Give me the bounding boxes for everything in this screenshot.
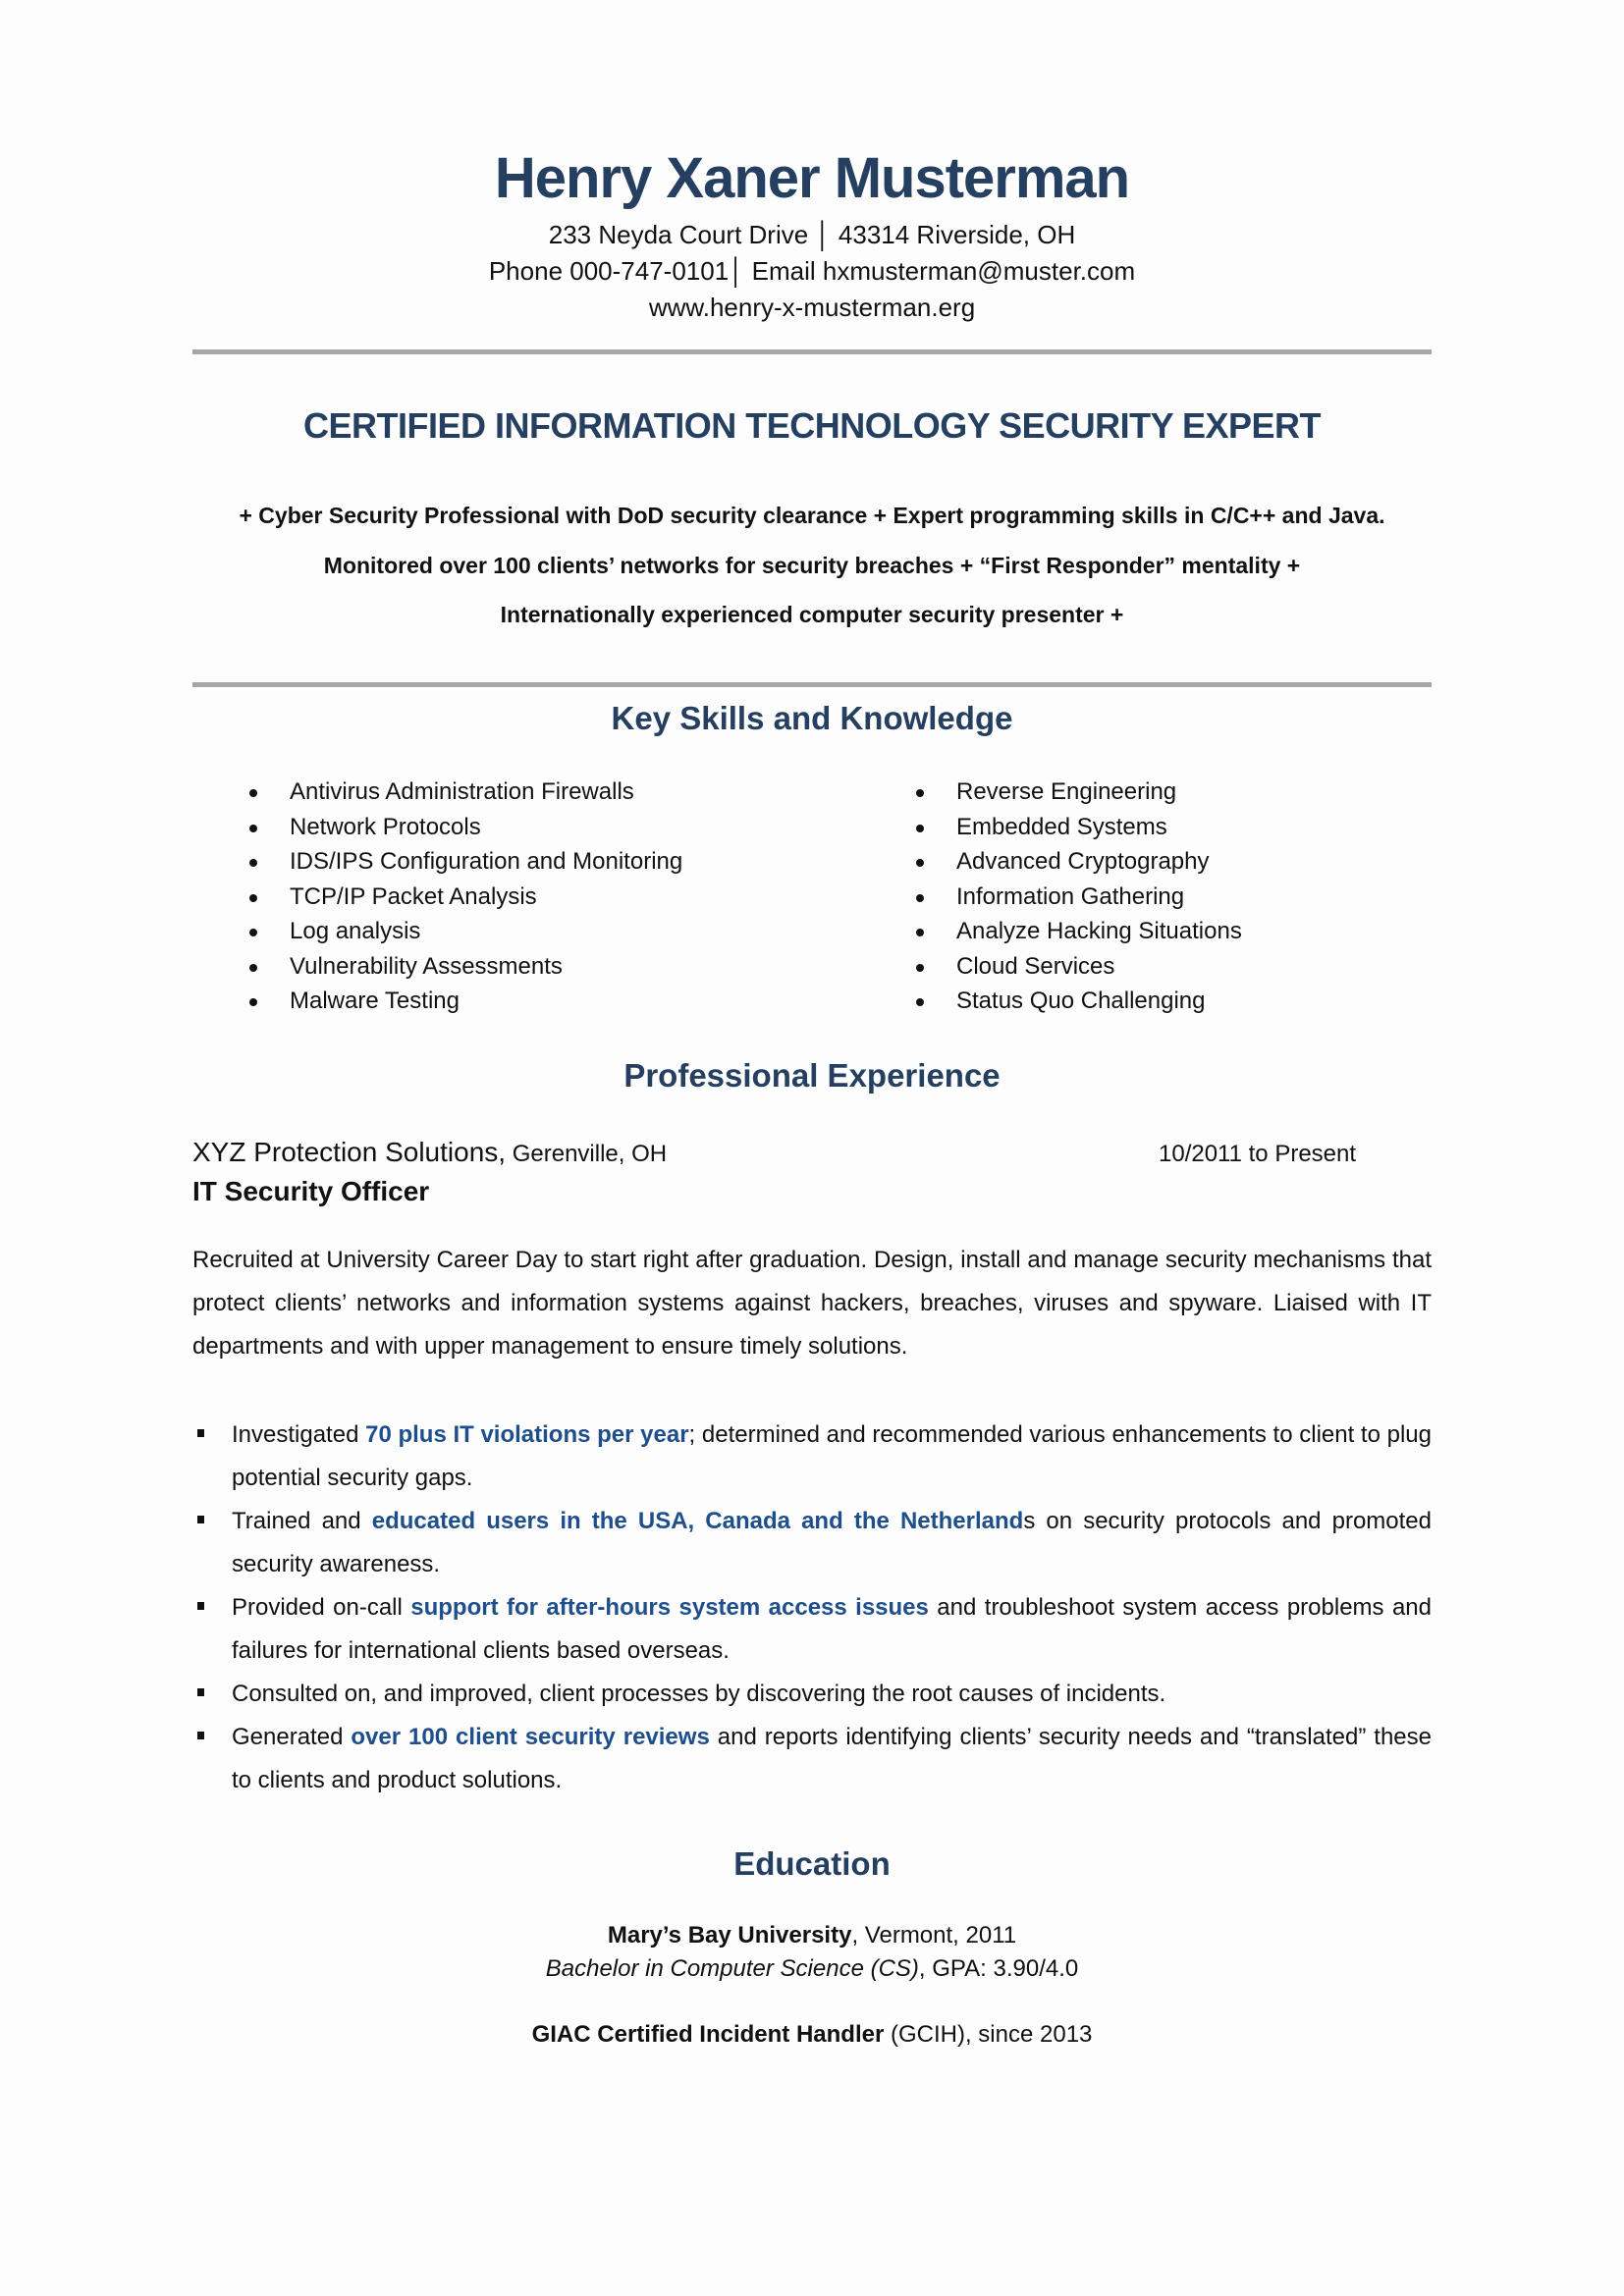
skills-heading: Key Skills and Knowledge xyxy=(611,700,1013,736)
degree-name: Bachelor in Computer Science (CS) xyxy=(545,1955,919,1982)
skills-list-left xyxy=(245,774,682,1019)
skill-item: Status Quo Challenging xyxy=(912,984,1242,1019)
cert-name: GIAC Certified Incident Handler xyxy=(531,2021,885,2048)
job-description: Recruited at University Career Day to start right after graduation. Design, install and manage security mechanisms that protect clients’ networks and information systems against hackers, breaches, viruses and spyware. Liaised with IT departments and with upper management to ensure timely solutions. xyxy=(192,1247,1432,1360)
school-name: Mary’s Bay University xyxy=(607,1922,852,1949)
phone-email: Phone 000-747-0101│ Email hxmusterman@muster.com xyxy=(488,256,1136,286)
skill-item: Malware Testing xyxy=(245,984,682,1019)
divider xyxy=(192,682,1432,687)
skill-item: IDS/IPS Configuration and Monitoring xyxy=(245,844,682,880)
candidate-name: Henry Xaner Musterman xyxy=(494,146,1130,210)
skill-item: Network Protocols xyxy=(245,810,682,845)
achievement-item: Investigated 70 plus IT violations per year; determined and recommended various enhancements to client to plug potential security gaps. xyxy=(192,1414,1432,1500)
education-degree xyxy=(0,1952,1624,1986)
summary-line-3: Internationally experienced computer security presenter + xyxy=(500,602,1124,627)
education-school: Mary’s Bay University, Vermont, 2011 xyxy=(607,1922,1017,1949)
achievement-item: Generated over 100 client security reviews and reports identifying clients’ security needs and “translated” these to clients and product solutions. xyxy=(192,1716,1432,1802)
company-line xyxy=(192,1133,667,1174)
certification: GIAC Certified Incident Handler (GCIH), since 2013 xyxy=(531,2021,1093,2048)
company-name: XYZ Protection Solutions, xyxy=(192,1137,507,1167)
skill-item: Reverse Engineering xyxy=(912,774,1242,810)
gpa: , GPA: 3.90/4.0 xyxy=(918,1955,1079,1982)
job-title: IT Security Officer xyxy=(192,1176,430,1206)
divider xyxy=(192,349,1432,354)
summary-line-2: Monitored over 100 clients’ networks for security breaches + “First Responder” mentality + xyxy=(323,553,1301,578)
job-dates: 10/2011 to Present xyxy=(1159,1141,1357,1167)
headline: CERTIFIED INFORMATION TECHNOLOGY SECURITY EXPERT xyxy=(302,405,1322,446)
skill-item: Cloud Services xyxy=(912,949,1242,985)
skill-item: Antivirus Administration Firewalls xyxy=(245,774,682,810)
skill-item: Analyze Hacking Situations xyxy=(912,914,1242,949)
skill-item: Advanced Cryptography xyxy=(912,844,1242,880)
address: 233 Neyda Court Drive │ 43314 Riverside, OH xyxy=(548,220,1076,249)
achievement-item: Provided on-call support for after-hours system access issues and troubleshoot system access problems and failures for international clients based overseas. xyxy=(192,1586,1432,1673)
achievements-list xyxy=(192,1414,1432,1802)
skill-item: Information Gathering xyxy=(912,880,1242,915)
website: www.henry-x-musterman.erg xyxy=(648,293,976,322)
skill-item: Vulnerability Assessments xyxy=(245,949,682,985)
skills-list-right xyxy=(912,774,1242,1019)
achievement-item: Consulted on, and improved, client processes by discovering the root causes of incidents. xyxy=(192,1673,1432,1716)
skill-item: Embedded Systems xyxy=(912,810,1242,845)
skill-item: TCP/IP Packet Analysis xyxy=(245,880,682,915)
experience-heading: Professional Experience xyxy=(623,1057,1001,1094)
company-location: Gerenville, OH xyxy=(506,1141,668,1167)
achievement-item: Trained and educated users in the USA, Canada and the Netherlands on security protocols and promoted security awareness. xyxy=(192,1500,1432,1586)
education-heading: Education xyxy=(733,1845,891,1882)
summary-line-1: + Cyber Security Professional with DoD security clearance + Expert programming skills in C/C++ and Java. xyxy=(239,503,1385,528)
skill-item: Log analysis xyxy=(245,914,682,949)
